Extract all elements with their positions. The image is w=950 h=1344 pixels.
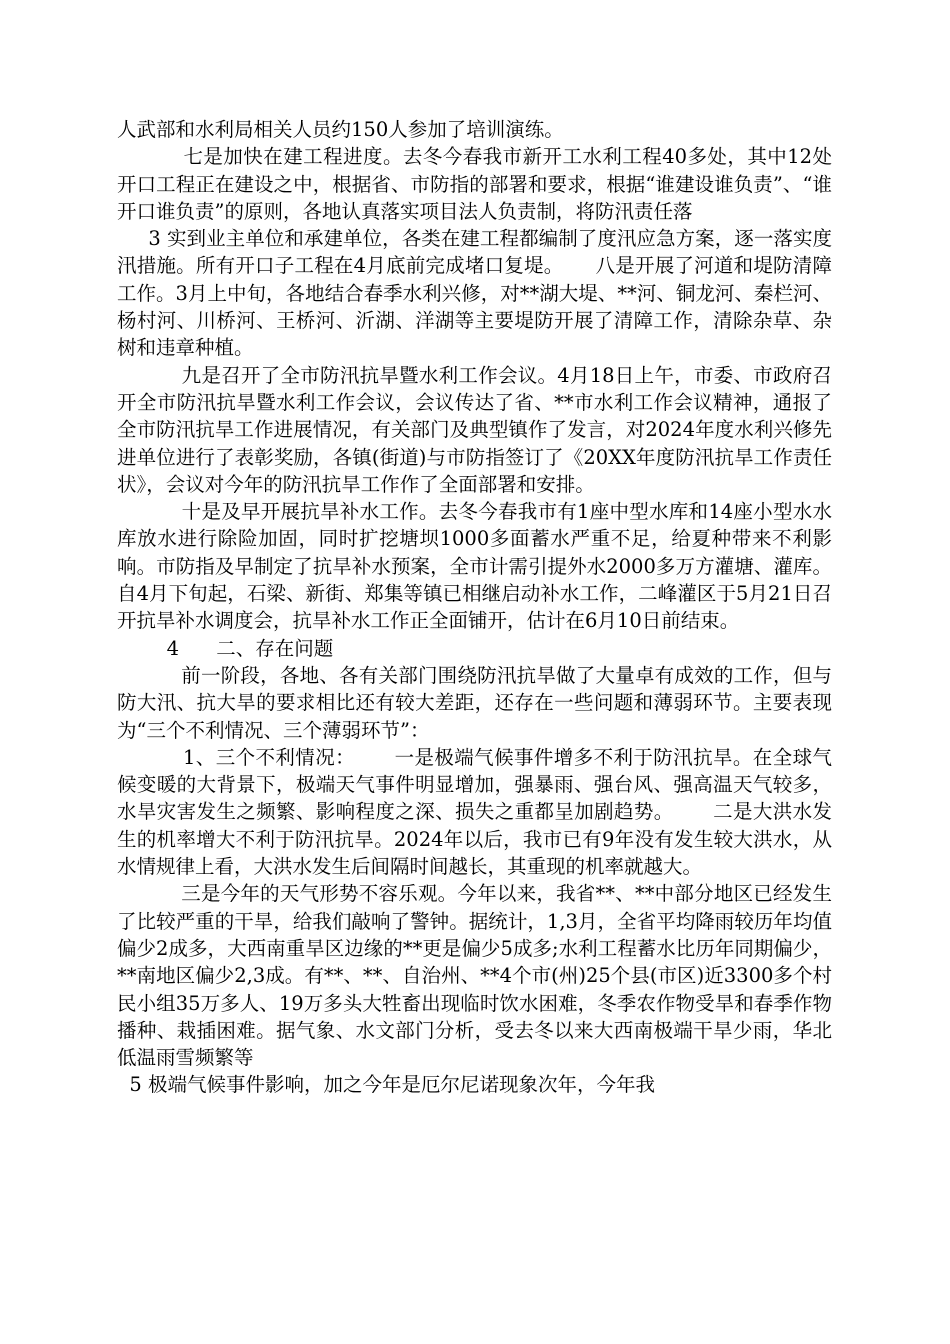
paragraph-unfavorable-conditions: 1、三个不利情况： 一是极端气候事件增多不利于防汛抗旱。在全球气候变暖的大背景下，极端天气事件明显增加，强暴雨、强台风、强高温天气较多，水旱灾害发生之频繁、影响程度之深、损失之重都呈加剧趋势。 二是大洪水发生的机率增大不利于防汛抗旱。2024年以后，我市已有9年没有发生较大洪水，从水情规律上看，大洪水发生后间隔时间越长，其重现的机率就越大。 [117, 745, 832, 879]
paragraph-construction-progress: 七是加快在建工程进度。去冬今春我市新开工水利工程40多处，其中12处开口工程正在建设之中，根据省、市防指的部署和要求，根据“谁建设谁负责”、“谁开口谁负责”的原则，各地认真落实项目法人负责制，将防汛责任落 [117, 145, 832, 223]
paragraph-extreme-climate: 5 极端气候事件影响，加之今年是厄尔尼诺现象次年，今年我 [117, 1073, 656, 1097]
paragraph-river-clearing: 3 实到业主单位和承建单位，各类在建工程都编制了度汛应急方案，逐一落实度汛措施。所有开口子工程在4月底前完成堵口复堤。 八是开展了河道和堤防清障工作。3月上中旬，各地结合春季水利兴修，对**湖大堤、**河、铜龙河、秦栏河、杨村河、川桥河、王桥河、沂湖、洋湖等主要堤防开展了清障工作，清除杂草、杂树和违章种植。 [117, 227, 833, 360]
document-page [117, 116, 832, 1099]
paragraph-flood-meeting: 九是召开了全市防汛抗旱暨水利工作会议。4月18日上午，市委、市政府召开全市防汛抗旱暨水利工作会议，会议传达了省、**市水利工作会议精神，通报了全市防汛抗旱工作进展情况，有关部门及典型镇作了发言，对2024年度水利兴修先进单位进行了表彰奖励，各镇(街道)与市防指签订了《20XX年度防汛抗旱工作责任状》，会议对今年的防汛抗旱工作作了全面部署和安排。 [117, 363, 832, 496]
paragraph-problems-intro: 前一阶段，各地、各有关部门围绕防汛抗旱做了大量卓有成效的工作，但与防大汛、抗大旱的要求相比还有较大差距，还存在一些问题和薄弱环节。主要表现为“三个不利情况、三个薄弱环节”： [117, 663, 832, 742]
paragraph-drought-water-supply: 十是及早开展抗旱补水工作。去冬今春我市有1座中型水库和14座小型水水库放水进行除险加固，同时扩挖塘坝1000多面蓄水严重不足，给夏种带来不利影响。市防指及早制定了抗旱补水预案，全市计需引提外水2000多万方灌塘、灌库。自4月下旬起，石梁、新街、郑集等镇已相继启动补水工作，二峰灌区于5月21日召开抗旱补水调度会，抗旱补水工作正全面铺开，估计在6月10日前结束。 [117, 500, 832, 633]
paragraph-weather-outlook: 三是今年的天气形势不容乐观。今年以来，我省**、**中部分地区已经发生了比较严重的干旱，给我们敲响了警钟。据统计，1,3月，全省平均降雨较历年均值偏少2成多，大西南重旱区边缘的**更是偏少5成多;水利工程蓄水比历年同期偏少，**南地区偏少2,3成。有**、**、自治州、**4个市(州)25个县(市区)近3300多个村民小组35万多人、19万多头大牲畜出现临时饮水困难，冬季农作物受旱和春季作物播种、栽插困难。据气象、水文部门分析，受去冬以来大西南极端干旱少雨，华北低温雨雪频繁等 [117, 882, 832, 1070]
paragraph-training-drill: 人武部和水利局相关人员约150人参加了培训演练。 [117, 118, 564, 141]
section-heading-existing-problems: 4 二、存在问题 [117, 636, 334, 660]
